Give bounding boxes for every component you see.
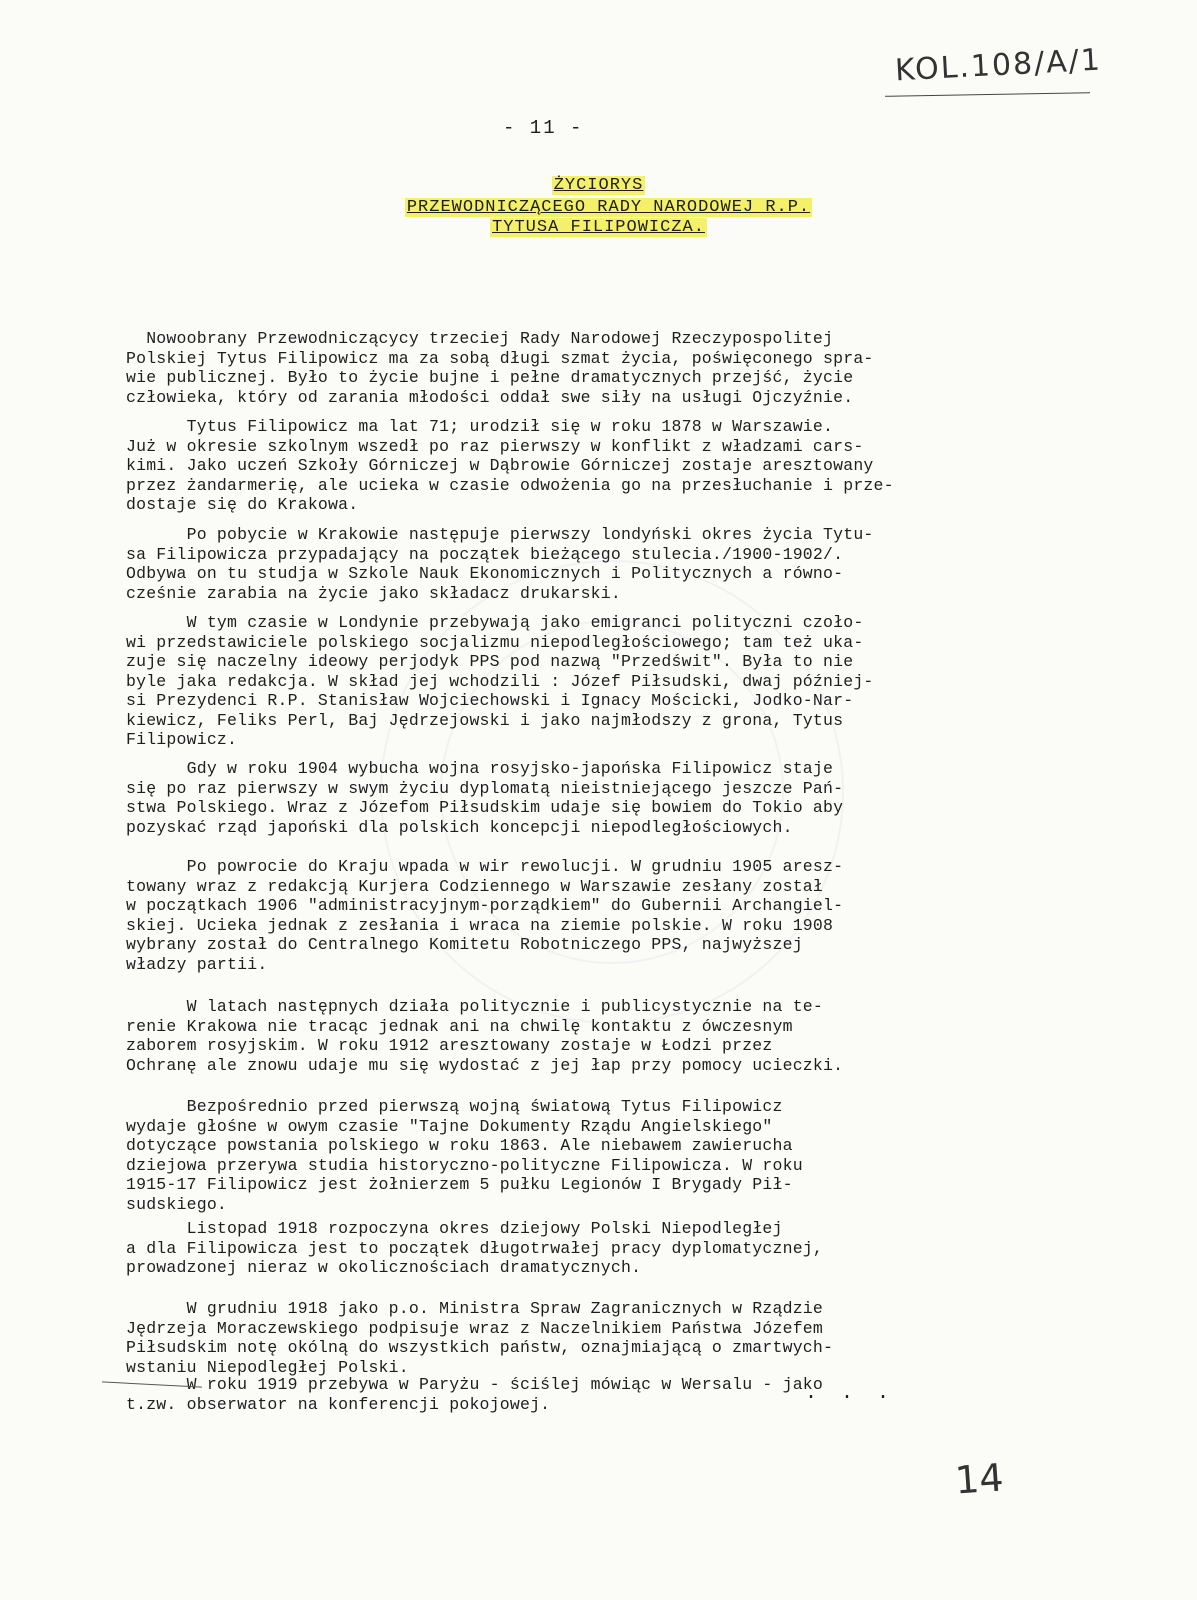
paragraph-5: Gdy w roku 1904 wybucha wojna rosyjsko-japońska Filipowicz staje się po raz pierwszy w swym życiu dyplomatą nieistniejącego jeszcze Pań- stwa Polskiego. Wraz z Józefom Piłsudskim udaje się bowiem do Tokio aby pozyskać rząd japoński dla polskich koncepcji niepodległościowych. <box>126 759 844 837</box>
paragraph-2: Tytus Filipowicz ma lat 71; urodził się w roku 1878 w Warszawie. Już w okresie szkolnym wszedł po raz pierwszy w konflikt z władzami cars- kimi. Jako uczeń Szkoły Górniczej w Dąbrowie Górniczej zostaje aresztowany przez żandarmerię, ale ucieka w czasie odwożenia go na przesłuchanie i prze- dostaje się do Krakowa. <box>126 417 894 514</box>
paragraph-8: Bezpośrednio przed pierwszą wojną światową Tytus Filipowicz wydaje głośne w owym czasie "Tajne Dokumenty Rządu Angielskiego" dotyczące powstania polskiego w roku 1863. Ale niebawem zawierucha dziejowa przerywa studia historyczno-polityczne Filipowicza. W roku 1915-17 Filipowicz jest żołnierzem 5 pułku Legionów I Brygady Pił- sudskiego. <box>126 1097 803 1214</box>
paragraph-11: W roku 1919 przebywa w Paryżu - ściślej mówiąc w Wersalu - jako t.zw. obserwator na konferencji pokojowej. <box>126 1375 824 1414</box>
paragraph-7: W latach następnych działa politycznie i publicystycznie na te- renie Krakowa nie tracąc jednak ani na chwilę kontaktu z ówczesnym zaborem rosyjskim. W roku 1912 aresztowany zostaje w Łodzi przez Ochranę ale znowu udaje mu się wydostać z jej łap przy pomocy ucieczki. <box>126 997 844 1075</box>
handwritten-page-number: 14 <box>953 1455 1005 1503</box>
paragraph-4: W tym czasie w Londynie przebywają jako emigranci polityczni czoło- wi przedstawiciele polskiego socjalizmu niepodległościowego; tam też uka- zuje się naczelny ideowy perjodyk PPS pod nazwą "Przedświt". Była to nie byle jaka redakcja. W skład jej wchodzili : Józef Piłsudski, dwaj później- si Prezydenci R.P. Stanisław Wojciechowski i Ignacy Mościcki, Jodko-Nar- kiewicz, Feliks Perl, Baj Jędrzejowski i jako najmłodszy z grona, Tytus Filipowicz. <box>126 613 874 749</box>
archive-reference: KOL.108/A/1 <box>894 42 1103 89</box>
paragraph-3: Po pobycie w Krakowie następuje pierwszy londyński okres życia Tytu- sa Filipowicza przypadający na początek bieżącego stulecia./1900-1902/. Odbywa on tu studja w Szkole Nauk Ekonomicznych i Politycznych a równo- cześnie zarabia na życie jako składacz drukarski. <box>126 525 874 603</box>
heading-line-3: TYTUSA FILIPOWICZA. <box>492 218 705 237</box>
paragraph-10: W grudniu 1918 jako p.o. Ministra Spraw Zagranicznych w Rządzie Jędrzeja Moraczewskiego podpisuje wraz z Naczelnikiem Państwa Józefem Piłsudskim notę okólną do wszystkich państw, oznajmiającą o zmartwych- wstaniu Niepodległej Polski. <box>126 1299 834 1377</box>
archive-reference-underline <box>885 92 1090 97</box>
page-number: - 11 - <box>503 117 584 139</box>
heading-line-1: ŻYCIORYS <box>553 176 644 195</box>
paragraph-9: Listopad 1918 rozpoczyna okres dziejowy Polski Niepodległej a dla Filipowicza jest to początek długotrwałej pracy dyplomatycznej, prowadzonej nieraz w okolicznościach dramatycznych. <box>126 1219 824 1277</box>
paragraph-6: Po powrocie do Kraju wpada w wir rewolucji. W grudniu 1905 aresz- towany wraz z redakcją Kurjera Codziennego w Warszawie zesłany został w początkach 1906 "administracyjnym-porządkiem" do Gubernii Archangiel- skiej. Ucieka jednak z zesłania i wraca na ziemie polskie. W roku 1908 wybrany został do Centralnego Komitetu Robotniczego PPS, najwyższej władzy partii. <box>126 857 844 974</box>
heading-line-2: PRZEWODNICZĄCEGO RADY NARODOWEJ R.P. <box>406 198 811 217</box>
continuation-mark: . . . <box>805 1382 896 1405</box>
paragraph-1: Nowoobrany Przewodniczącycy trzeciej Rady Narodowej Rzeczypospolitej Polskiej Tytus Filipowicz ma za sobą długi szmat życia, poświęconego spra- wie publicznej. Było to życie bujne i pełne dramatycznych przejść, życie człowieka, który od zarania młodości oddał swe siły na usługi Ojczyźnie. <box>126 329 874 407</box>
